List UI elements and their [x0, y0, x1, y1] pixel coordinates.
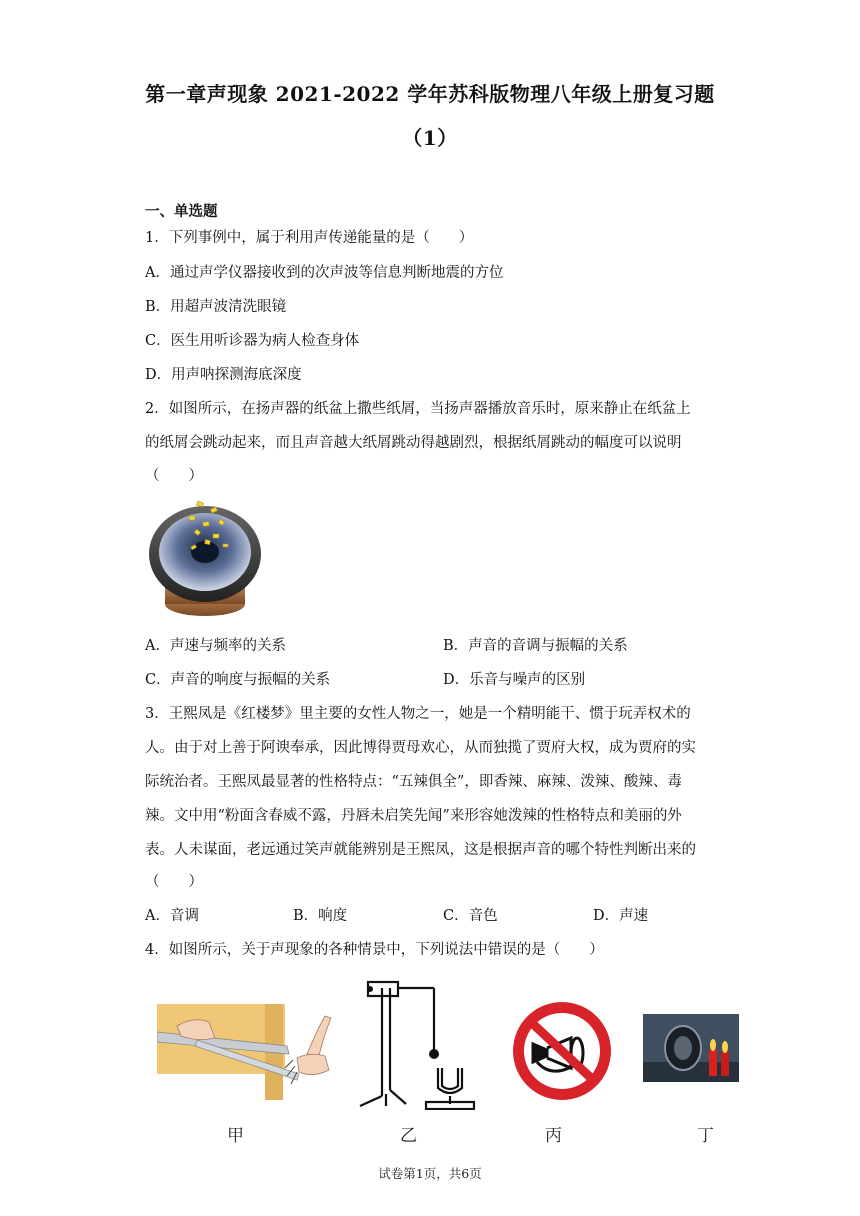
exam-title-line2: （1） — [402, 126, 458, 150]
q3-option-b: B．响度 — [293, 908, 348, 924]
tuning-fork-pendulum-image — [354, 978, 480, 1110]
figure-caption-bing: 丙 — [545, 1126, 562, 1146]
no-horn-sign-image — [511, 1000, 613, 1102]
q3-stem-line6: （ ） — [145, 874, 203, 890]
speaker-candle-image — [643, 1014, 739, 1082]
q3-option-c: C．音色 — [443, 908, 498, 924]
q3-stem-line5: 表。人未谋面，老远通过笑声就能辨别是王熙凤，这是根据声音的哪个特性判断出来的 — [145, 842, 696, 858]
speaker-image — [145, 496, 265, 624]
q3-stem-line3: 际统治者。王熙凤最显著的性格特点：“五辣俱全”，即香辣、麻辣、泼辣、酸辣、毒 — [145, 774, 682, 790]
page-footer: 试卷第1页，共6页 — [378, 1166, 482, 1181]
q4-stem: 4．如图所示，关于声现象的各种情景中，下列说法中错误的是（ ） — [145, 942, 604, 958]
ruler-table-image — [157, 996, 345, 1100]
q3-option-d: D．声速 — [593, 908, 649, 924]
q3-stem-line4: 辣。文中用“粉面含春威不露，丹唇未启笑先闻”来形容她泼辣的性格特点和美丽的外 — [145, 808, 682, 824]
q2-option-a: A．声速与频率的关系 — [145, 638, 286, 654]
figure-caption-jia: 甲 — [227, 1126, 244, 1146]
q2-option-b: B．声音的音调与振幅的关系 — [443, 638, 628, 654]
figure-caption-ding: 丁 — [697, 1126, 714, 1146]
figure-caption-yi: 乙 — [400, 1126, 417, 1146]
q2-stem-line1: 2．如图所示，在扬声器的纸盆上撒些纸屑，当扬声器播放音乐时，原来静止在纸盆上 — [145, 401, 691, 417]
q1-option-d: D．用声呐探测海底深度 — [145, 367, 302, 383]
q1-option-a: A．通过声学仪器接收到的次声波等信息判断地震的方位 — [145, 265, 504, 281]
q1-option-c: C．医生用听诊器为病人检查身体 — [145, 333, 360, 349]
q3-option-a: A．音调 — [145, 908, 199, 924]
exam-title-line1: 第一章声现象 2021-2022 学年苏科版物理八年级上册复习题 — [145, 82, 715, 106]
q3-stem-line1: 3．王熙凤是《红楼梦》里主要的女性人物之一，她是一个精明能干、惯于玩弄权术的 — [145, 706, 691, 722]
section-heading: 一、单选题 — [145, 203, 218, 220]
q2-stem-line3: （ ） — [145, 468, 203, 484]
q2-stem-line2: 的纸屑会跳动起来，而且声音越大纸屑跳动得越剧烈，根据纸屑跳动的幅度可以说明 — [145, 435, 682, 451]
q2-option-d: D．乐音与噪声的区别 — [443, 672, 586, 688]
q2-option-c: C．声音的响度与振幅的关系 — [145, 672, 331, 688]
q1-option-b: B．用超声波清洗眼镜 — [145, 299, 287, 315]
q3-stem-line2: 人。由于对上善于阿谀奉承，因此博得贾母欢心，从而独揽了贾府大权，成为贾府的实 — [145, 740, 696, 756]
q1-stem: 1．下列事例中，属于利用声传递能量的是（ ） — [145, 230, 474, 246]
